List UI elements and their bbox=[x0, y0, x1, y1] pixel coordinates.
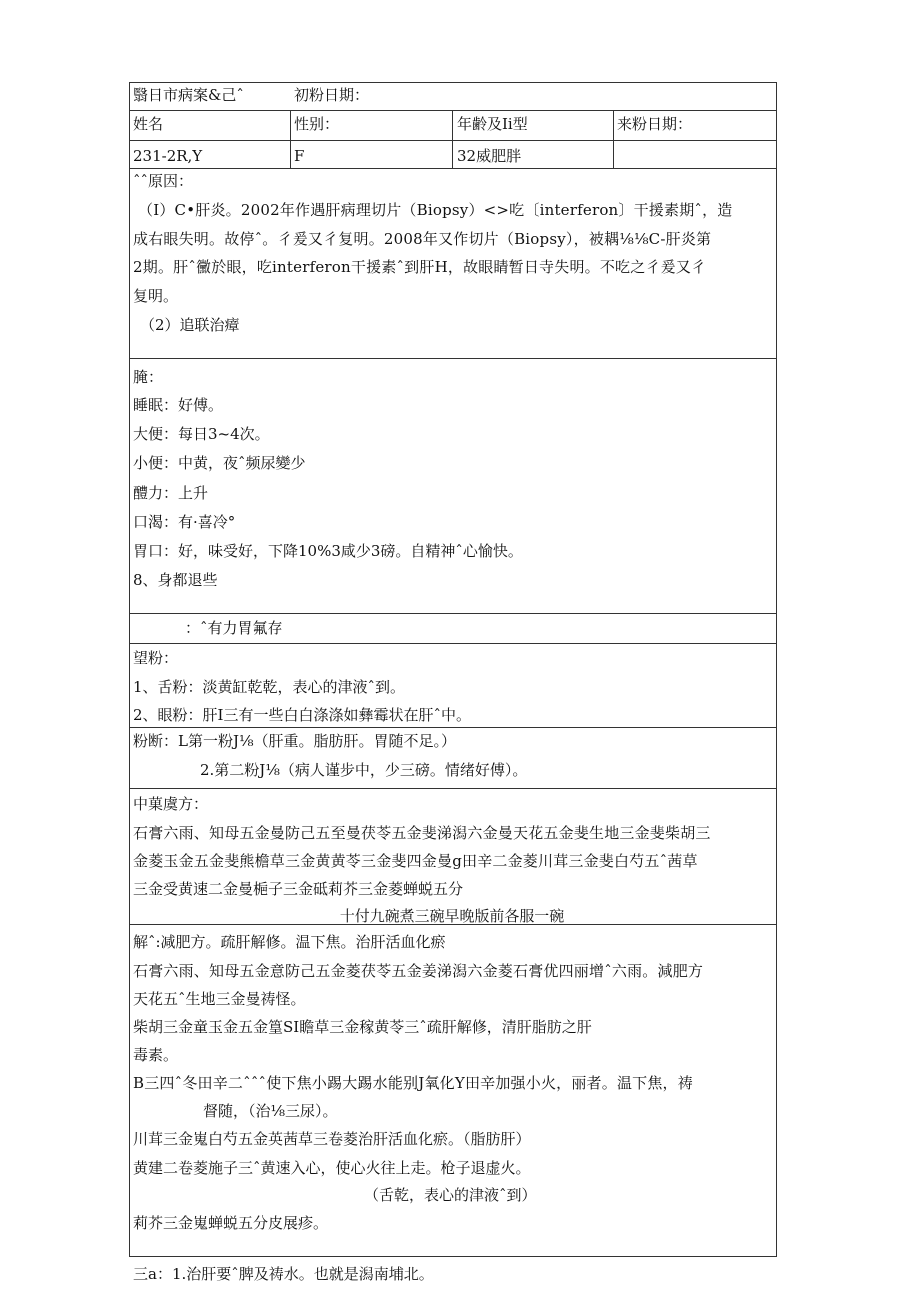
symptom-item: 胃口：好，味受好，下降10%3咸少3磅。自精神ˆ心愉快。 bbox=[133, 542, 523, 560]
age-type-label: 年齢及Ii型 bbox=[457, 115, 528, 133]
cause-line: 2期。肝ˆ黴於眼，吃interferon干援素ˆ到肝H，故眼睛暂日寺失明。不吃之彳爰又彳 bbox=[133, 258, 707, 276]
gender-value: F bbox=[294, 147, 305, 165]
inspection-item: 1、舌粉：淡黄缸乾乾，表心的津液ˆ到。 bbox=[133, 678, 406, 696]
explanation-line: 莉芥三金嵬蝉蜕五分皮展疹。 bbox=[133, 1214, 329, 1232]
explanation-line: 毒素。 bbox=[133, 1046, 179, 1064]
symptom-item: 睡眠：好傅。 bbox=[133, 396, 224, 414]
prescription-instructions: 十付九碗煮三碗早晚版前各服一碗 bbox=[339, 907, 565, 925]
explanation-line: 柴胡三金童玉金五金篁SI瞻草三金稼黄苓三ˆ疏肝解修，清肝脂肪之肝 bbox=[133, 1018, 592, 1036]
explanation-line: 黄建二卷菱施子三ˆ黄速入心，使心火往上走。枪子退虚火。 bbox=[133, 1159, 531, 1177]
symptom-item: 大便：每日3~4次。 bbox=[133, 425, 270, 443]
explanation-line: 川茸三金嵬白芍五金英茜草三卷菱治肝活血化瘀。（脂肪肝） bbox=[133, 1130, 531, 1148]
strength-note: ：ˆ有力胃氟存 bbox=[185, 619, 283, 637]
symptom-item: 小便：中黄，夜ˆ频尿變少 bbox=[133, 454, 306, 472]
patient-name-value: 231-2R,Y bbox=[133, 147, 203, 165]
medical-record-table bbox=[129, 82, 777, 1257]
symptom-item: 8、身都退些 bbox=[133, 571, 218, 589]
inspection-item: 2、眼粉：肝I三有一些白白涤涤如彝霉状在肝ˆ中。 bbox=[133, 706, 471, 724]
diagnosis-line-2: 2.第二粉J⅛（病人谨步中，少三磅。情绪好傅）。 bbox=[200, 761, 528, 779]
explanation-line: B三四ˆ冬田辛二ˆˆˆ使下焦小踢大踢水能别J氧化Y田辛加强小火，丽者。温下焦，祷 bbox=[133, 1074, 693, 1092]
explanation-line: 督随，（治⅛三尿）。 bbox=[203, 1102, 338, 1120]
cause-followup: （2）追联治瘴 bbox=[140, 316, 240, 334]
prescription-line: 三金受黄速二金曼梔子三金砥莉芥三金菱蝉蜕五分 bbox=[133, 880, 464, 898]
diagnosis-line-1: 粉断：L第一粉J⅛（肝重。脂肪肝。胃随不足。） bbox=[133, 732, 457, 750]
visit-date-label: 来粉日期： bbox=[617, 115, 693, 133]
cause-line: 成右眼失明。故停ˆ。彳爰又彳复明。2008年又作切片（Biopsy），被耦⅛⅛C-肝炎第 bbox=[133, 230, 712, 248]
record-title: 翳日市病案&己ˆ bbox=[133, 86, 244, 104]
age-type-value: 32威肥胖 bbox=[457, 147, 522, 165]
cause-line: 复明。 bbox=[133, 287, 179, 305]
symptom-item: 口渴：有·喜冷° bbox=[133, 513, 236, 531]
name-label: 姓名 bbox=[133, 115, 164, 133]
prescription-heading: 中菓虞方： bbox=[133, 795, 209, 813]
gender-label: 性别： bbox=[294, 115, 340, 133]
cause-line: （I）C•肝炎。2002年作遇肝病理切片（Biopsy）<>吃〔interferon〕干援素期ˆ，造 bbox=[138, 201, 733, 219]
footer-note: 三a：1.治肝要ˆ脾及祷水。也就是潟南埔北。 bbox=[133, 1265, 434, 1283]
explanation-line: （舌乾，表心的津液ˆ到） bbox=[364, 1186, 537, 1204]
prescription-line: 金菱玉金五金斐熊檐草三金黄黄苓三金斐四金曼g田辛二金菱川茸三金斐白芍五ˆ茜草 bbox=[133, 852, 698, 870]
symptom-item: 醴力：上升 bbox=[133, 484, 209, 502]
prescription-line: 石膏六雨、知母五金曼防己五至曼茯苓五金斐涕潟六金曼天花五金斐生地三金斐柴胡三 bbox=[133, 824, 711, 842]
symptoms-heading: 腌： bbox=[133, 368, 164, 386]
explanation-heading: 解ˆ:减肥方。疏肝解修。温下焦。治肝活血化瘀 bbox=[133, 933, 446, 951]
first-visit-date-label: 初粉日期： bbox=[294, 86, 370, 104]
inspection-heading: 望粉： bbox=[133, 649, 179, 667]
explanation-line: 天花五ˆ生地三金曼祷怪。 bbox=[133, 990, 306, 1008]
explanation-line: 石膏六雨、知母五金意防己五金菱茯苓五金姜涕潟六金菱石膏优四丽增ˆ六雨。減肥方 bbox=[133, 962, 704, 980]
cause-heading: ˆˆ原因： bbox=[133, 172, 194, 190]
